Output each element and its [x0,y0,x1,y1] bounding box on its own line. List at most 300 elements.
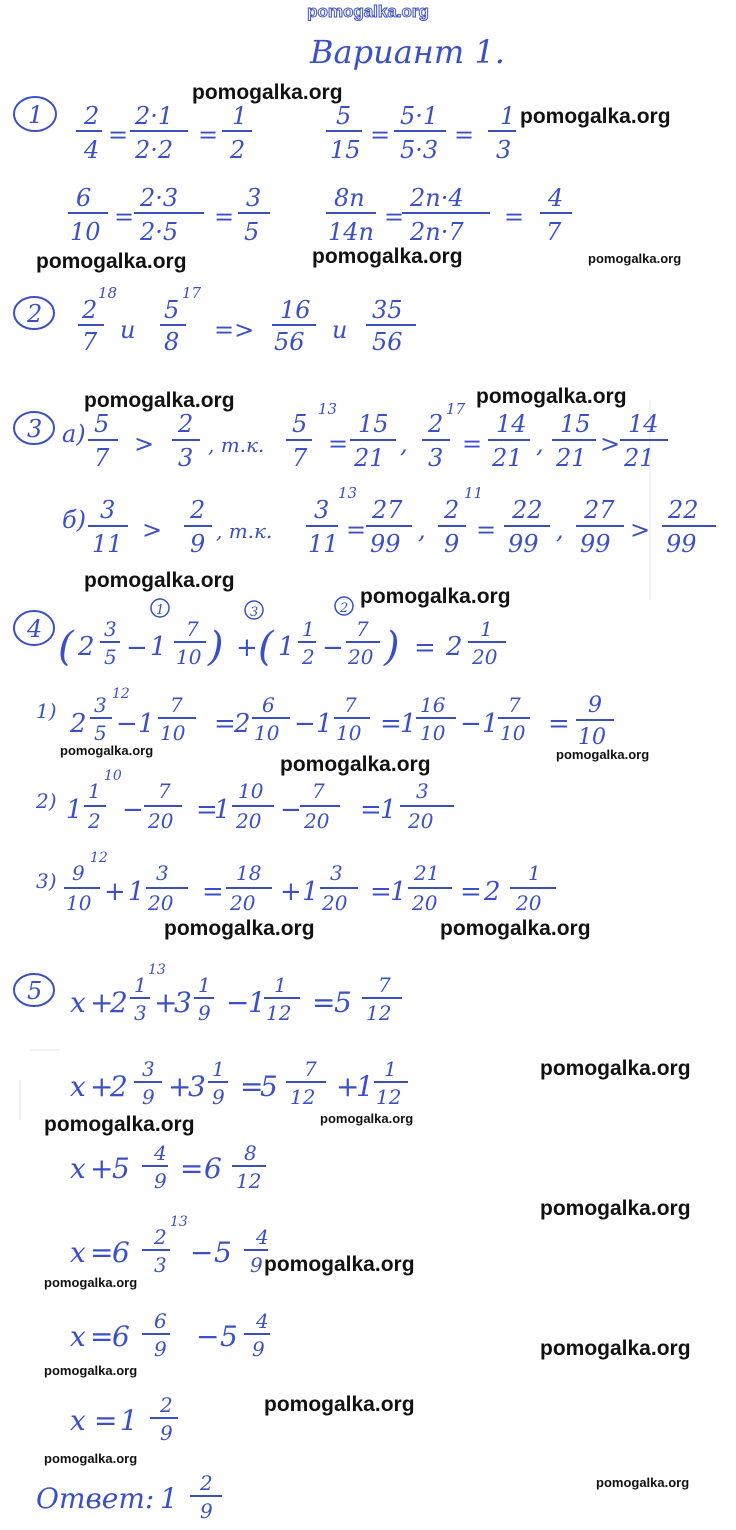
svg-text:1: 1 [88,779,101,803]
svg-text:,: , [536,430,544,458]
svg-text:3: 3 [174,986,192,1019]
task-3-line-b [62,484,716,558]
svg-text:12: 12 [112,686,130,702]
svg-text:1: 1 [480,617,493,641]
svg-text:1: 1 [66,795,83,825]
svg-text:=: = [370,877,392,907]
svg-text:5: 5 [112,1152,130,1185]
watermark: pomogalka.org [84,569,235,592]
svg-text:2: 2 [88,809,101,833]
svg-text:б): б) [62,506,87,534]
watermark: pomogalka.org [596,1475,690,1490]
svg-text:5: 5 [164,296,180,324]
svg-text:13: 13 [318,400,338,418]
svg-text:10: 10 [238,779,264,803]
svg-text:21: 21 [492,444,523,472]
svg-text:(: ( [258,624,274,670]
svg-text:99: 99 [666,530,697,558]
svg-text:(: ( [58,624,74,670]
svg-text:8n: 8n [334,184,365,212]
svg-text:9: 9 [252,1337,265,1361]
svg-text:20: 20 [230,891,256,915]
svg-text:18: 18 [236,861,262,885]
svg-text:20: 20 [472,645,498,669]
svg-text:3: 3 [134,1001,147,1025]
svg-text:6: 6 [154,1309,167,1333]
svg-text:3: 3 [188,1070,206,1103]
svg-text:2n·4: 2n·4 [410,184,464,212]
svg-text:1: 1 [528,861,541,885]
svg-text:7: 7 [344,693,357,717]
watermark: pomogalka.org [164,917,315,940]
svg-text:7: 7 [186,617,199,641]
svg-text:10: 10 [66,891,92,915]
svg-text:2: 2 [340,601,349,616]
svg-text:=: = [346,516,367,544]
svg-text:=: = [196,795,218,825]
svg-text:2: 2 [302,645,315,669]
svg-text:2·2: 2·2 [135,136,174,164]
svg-text:20: 20 [148,891,174,915]
svg-text:9: 9 [190,530,206,558]
svg-text:7: 7 [508,693,521,717]
svg-text:2: 2 [70,709,87,739]
svg-text:13: 13 [170,1214,188,1230]
svg-text:−: − [196,1320,220,1353]
svg-text:21: 21 [414,861,440,885]
svg-text:4: 4 [256,1225,269,1249]
svg-text:4: 4 [84,136,100,164]
svg-text:,: , [400,430,408,458]
svg-text:5: 5 [94,721,107,745]
svg-text:2: 2 [78,632,95,662]
svg-text:1: 1 [138,709,155,739]
svg-text:, т.к.: , т.к. [216,519,273,543]
svg-text:+: + [104,877,126,907]
watermark: pomogalka.org [44,1275,138,1290]
svg-text:9: 9 [72,861,85,885]
svg-text:12: 12 [366,1001,392,1025]
watermark: pomogalka.org [588,251,682,266]
svg-text:16: 16 [420,693,446,717]
task-4-step-1 [36,686,614,750]
svg-text:1: 1 [274,973,287,997]
svg-text:5: 5 [292,410,308,438]
svg-text:3: 3 [156,861,169,885]
svg-text:5·3: 5·3 [400,136,439,164]
svg-text:2: 2 [230,136,246,164]
svg-text:=: = [414,633,436,663]
task-number: 2 [27,300,43,328]
svg-text:Ответ:: Ответ: [36,1482,155,1515]
svg-text:15: 15 [330,136,361,164]
svg-text:3: 3 [416,779,429,803]
svg-text:2n·7: 2n·7 [410,218,464,246]
svg-text:12: 12 [90,850,108,866]
svg-text:5: 5 [104,645,117,669]
svg-text:21: 21 [354,444,385,472]
svg-text:56: 56 [274,328,305,356]
svg-text:18: 18 [98,284,118,302]
svg-text:=: = [214,203,235,231]
svg-text:3: 3 [104,617,117,641]
svg-text:10: 10 [578,725,606,750]
svg-text:12: 12 [376,1085,402,1109]
svg-text:и: и [120,316,136,344]
svg-text:1: 1 [356,1070,374,1103]
svg-text:1: 1 [198,973,211,997]
svg-text:=: = [384,203,405,231]
svg-text:x: x [70,1070,86,1103]
svg-text:3: 3 [330,861,343,885]
svg-text:1: 1 [214,795,231,825]
svg-text:9: 9 [198,1001,211,1025]
svg-text:5: 5 [244,218,260,246]
svg-text:10: 10 [104,768,122,784]
svg-text:=: = [312,986,336,1019]
svg-text:2·1: 2·1 [135,102,174,130]
page-title: Вариант 1. [310,33,505,71]
svg-text:9: 9 [200,1499,213,1523]
svg-text:27: 27 [584,496,615,524]
svg-text:20: 20 [322,891,348,915]
svg-text:=: = [90,1236,114,1269]
svg-text:=: = [380,709,402,739]
svg-text:=: = [108,121,129,149]
svg-text:3: 3 [178,444,194,472]
svg-text:1: 1 [212,1057,225,1081]
svg-text:9: 9 [444,530,460,558]
task-5-line-5 [70,1309,270,1361]
svg-text:1: 1 [150,632,167,662]
svg-text:=: = [476,516,497,544]
svg-text:3: 3 [246,184,262,212]
svg-text:1: 1 [302,877,319,907]
task-2-line-1 [78,284,416,356]
task-2 [14,284,416,356]
svg-text:1: 1 [302,617,315,641]
svg-text:=: = [454,121,475,149]
svg-text:27: 27 [372,496,403,524]
svg-text:13: 13 [148,962,166,978]
watermark: pomogalka.org [264,1253,415,1276]
svg-text:+: + [90,1070,114,1103]
svg-text:14: 14 [628,410,659,438]
svg-text:10: 10 [336,721,362,745]
svg-text:7: 7 [546,218,562,246]
task-1-line-2 [68,184,572,246]
svg-text:3: 3 [314,496,330,524]
watermark: pomogalka.org [192,81,343,104]
svg-text:3: 3 [250,605,259,620]
svg-text:+: + [280,877,302,907]
answer-line [36,1471,222,1523]
svg-text:1: 1 [390,877,407,907]
svg-text:5: 5 [334,986,352,1019]
svg-text:1: 1 [232,102,248,130]
watermark: pomogalka.org [520,105,671,128]
watermark: pomogalka.org [440,917,591,940]
svg-text:−: − [322,633,344,663]
svg-text:1): 1) [36,699,57,723]
svg-text:10: 10 [420,721,446,745]
svg-text:21: 21 [556,444,587,472]
task-5-line-4 [70,1214,269,1277]
svg-text:и: и [332,316,348,344]
svg-text:1: 1 [482,709,499,739]
svg-text:1: 1 [156,603,165,618]
svg-text:2: 2 [484,877,501,907]
svg-text:2: 2 [110,1070,128,1103]
watermark: pomogalka.org [44,1113,195,1136]
svg-text:10: 10 [70,218,101,246]
task-number: 3 [27,415,43,443]
svg-text:9: 9 [160,1421,173,1445]
svg-text:2: 2 [110,986,128,1019]
watermark: pomogalka.org [540,1057,691,1080]
svg-text:5: 5 [220,1320,238,1353]
task-3 [14,400,716,558]
svg-text:10: 10 [500,721,526,745]
svg-text:9: 9 [588,693,602,718]
task-5-line-3 [70,1141,266,1193]
svg-text:20: 20 [304,809,330,833]
svg-text:3): 3) [36,869,57,893]
svg-text:+: + [168,1070,192,1103]
svg-text:13: 13 [338,484,358,502]
svg-text:56: 56 [372,328,403,356]
watermark: pomogalka.org [60,743,154,758]
task-1 [14,97,572,246]
svg-text:5: 5 [94,410,110,438]
svg-text:+: + [154,986,178,1019]
svg-text:2·5: 2·5 [140,218,179,246]
watermark: pomogalka.org [36,250,187,273]
svg-text:12: 12 [290,1085,316,1109]
svg-text:7: 7 [94,444,110,472]
svg-text:): ) [384,624,400,670]
svg-text:99: 99 [508,530,539,558]
svg-text:−: − [294,709,316,739]
svg-text:): ) [208,624,224,670]
svg-text:=: = [214,709,236,739]
svg-text:5: 5 [336,102,352,130]
svg-text:2: 2 [234,709,251,739]
watermark: pomogalka.org [312,245,463,268]
svg-text:=: = [328,430,349,458]
svg-text:=: = [202,877,224,907]
svg-text:11: 11 [464,484,484,502]
svg-text:10: 10 [176,645,202,669]
watermark: pomogalka.org [44,1451,138,1466]
svg-text:1: 1 [278,632,295,662]
svg-text:2: 2 [82,296,98,324]
svg-text:3: 3 [100,496,116,524]
svg-text:5: 5 [260,1070,278,1103]
svg-text:3: 3 [496,136,512,164]
svg-text:3: 3 [94,693,107,717]
watermark: pomogalka.org [540,1337,691,1360]
svg-text:11: 11 [308,530,339,558]
svg-text:2·3: 2·3 [140,184,179,212]
svg-text:2: 2 [160,1393,173,1417]
task-number: 5 [27,977,43,1005]
svg-text:=: = [370,121,391,149]
svg-text:4: 4 [256,1309,269,1333]
svg-text:22: 22 [512,496,543,524]
svg-text:2: 2 [190,496,206,524]
svg-text:9: 9 [154,1337,167,1361]
task-5-line-1 [70,962,402,1025]
svg-text:=: = [180,1152,204,1185]
svg-text:1: 1 [120,1404,138,1437]
svg-text:5·1: 5·1 [400,102,439,130]
svg-text:>: > [134,430,155,458]
svg-text:21: 21 [624,444,655,472]
svg-text:9: 9 [154,1169,167,1193]
svg-text:7: 7 [292,444,308,472]
svg-text:9: 9 [212,1085,225,1109]
svg-text:>: > [142,516,163,544]
task-4-step-2 [35,768,454,833]
svg-text:4: 4 [548,184,564,212]
task-4-step-3 [36,850,556,915]
watermark: pomogalka.org [360,585,511,608]
svg-text:7: 7 [378,973,391,997]
svg-text:1: 1 [500,102,516,130]
task-5 [14,962,408,1523]
svg-text:2: 2 [428,410,444,438]
svg-text:>: > [600,430,621,458]
svg-text:2: 2 [200,1471,213,1495]
task-1-line-1 [76,102,516,164]
svg-text:7: 7 [304,1057,317,1081]
svg-text:+: + [236,633,258,663]
svg-text:3: 3 [142,1057,155,1081]
svg-text:2): 2) [36,789,57,813]
svg-text:20: 20 [236,809,262,833]
svg-text:20: 20 [348,645,374,669]
task-5-line-6 [70,1393,178,1445]
svg-text:x: x [70,986,86,1019]
watermark: pomogalka.org [540,1197,691,1220]
watermark: pomogalka.org [476,385,627,408]
watermark: pomogalka.org [280,753,431,776]
watermark: pomogalka.org [320,1111,414,1126]
svg-text:−: − [190,1236,214,1269]
svg-text:2: 2 [178,410,194,438]
svg-text:x: x [70,1236,86,1269]
svg-text:2: 2 [84,102,100,130]
svg-text:1: 1 [400,709,417,739]
svg-text:1: 1 [380,795,397,825]
svg-text:x: x [70,1152,86,1185]
svg-text:10: 10 [254,721,280,745]
svg-text:7: 7 [82,328,98,356]
watermark: pomogalka.org [84,389,235,412]
svg-text:=: = [90,1320,114,1353]
svg-text:x: x [70,1320,86,1353]
svg-text:3: 3 [154,1253,167,1277]
svg-text:=: = [94,1404,118,1437]
svg-text:12: 12 [236,1169,262,1193]
svg-text:20: 20 [516,891,542,915]
svg-text:+: + [90,986,114,1019]
svg-text:20: 20 [412,891,438,915]
svg-text:2: 2 [446,632,463,662]
svg-text:=: = [360,795,382,825]
svg-text:6: 6 [262,693,275,717]
svg-text:=: = [240,1070,264,1103]
svg-text:+: + [336,1070,360,1103]
svg-text:9: 9 [250,1253,263,1277]
svg-text:−: − [122,795,144,825]
svg-text:=: = [504,203,525,231]
svg-text:,: , [418,516,426,544]
svg-text:−: − [126,633,148,663]
watermark: pomogalka.org [44,1363,138,1378]
watermark: pomogalka.org [556,747,650,762]
svg-text:=: = [460,877,482,907]
svg-text:1: 1 [128,877,145,907]
svg-text:99: 99 [370,530,401,558]
svg-text:7: 7 [170,693,183,717]
svg-text:6: 6 [112,1236,130,1269]
task-5-line-2 [70,1057,408,1109]
svg-text:9: 9 [142,1085,155,1109]
svg-text:=: = [548,709,570,739]
svg-text:16: 16 [280,296,311,324]
svg-text:>: > [630,516,651,544]
svg-text:22: 22 [668,496,699,524]
svg-text:2: 2 [444,496,460,524]
svg-text:3: 3 [428,444,444,472]
svg-text:x: x [70,1404,86,1437]
svg-text:35: 35 [372,296,403,324]
svg-text:10: 10 [160,721,186,745]
svg-text:99: 99 [580,530,611,558]
svg-text:−: − [460,709,482,739]
svg-text:1: 1 [160,1482,178,1515]
svg-text:а): а) [62,420,86,448]
svg-text:6: 6 [204,1152,222,1185]
svg-text:17: 17 [182,284,202,302]
svg-text:1: 1 [384,1057,397,1081]
svg-text:1: 1 [248,986,266,1019]
svg-text:5: 5 [214,1236,232,1269]
svg-text:1: 1 [134,973,147,997]
svg-text:, т.к.: , т.к. [208,433,265,457]
svg-text:14: 14 [496,410,527,438]
svg-text:7: 7 [356,617,369,641]
svg-text:20: 20 [408,809,434,833]
svg-text:4: 4 [154,1141,167,1165]
svg-text:8: 8 [164,328,180,356]
svg-text:15: 15 [560,410,591,438]
svg-text:8: 8 [244,1141,257,1165]
svg-text:=: = [198,121,219,149]
svg-text:6: 6 [76,184,92,212]
svg-text:11: 11 [92,530,123,558]
svg-text:6: 6 [112,1320,130,1353]
svg-text:12: 12 [266,1001,292,1025]
svg-text:=>: => [214,316,255,344]
svg-text:7: 7 [158,779,171,803]
svg-text:=: = [114,203,135,231]
svg-text:2: 2 [154,1225,167,1249]
svg-text:7: 7 [312,779,325,803]
svg-text:=: = [462,430,483,458]
